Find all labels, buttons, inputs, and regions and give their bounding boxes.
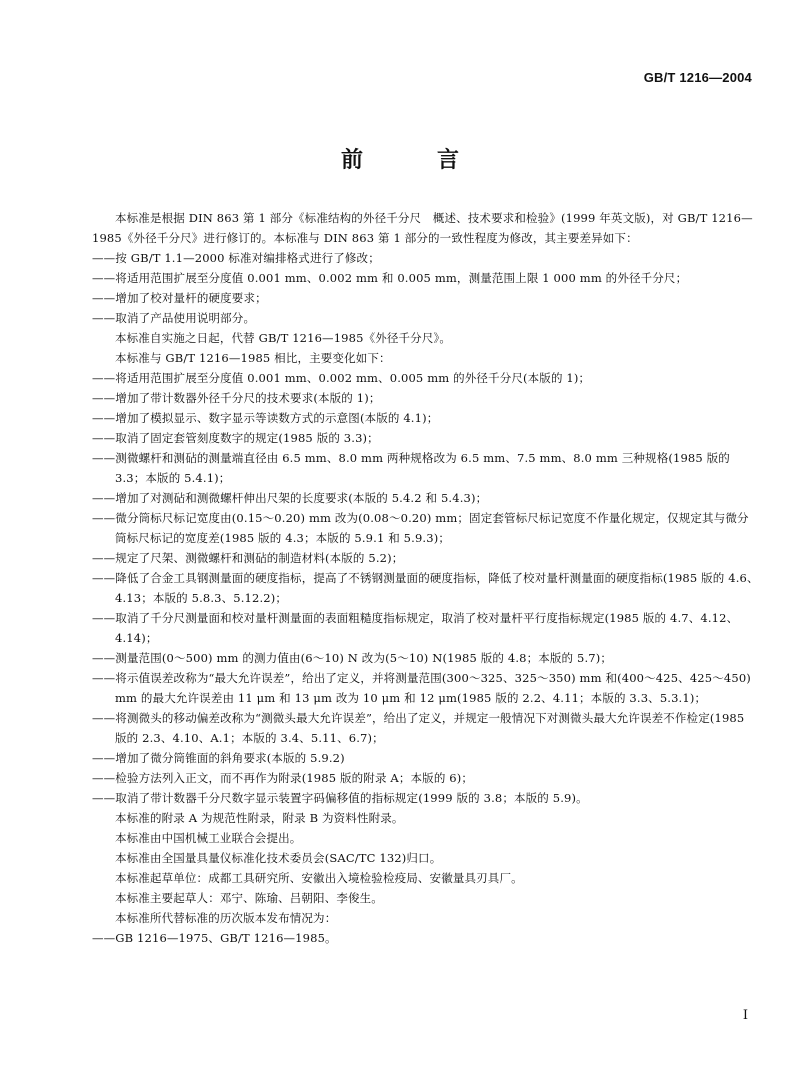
document-body [92, 208, 759, 948]
paragraph: 本标准自实施之日起，代替 GB/T 1216—1985《外径千分尺》。 [115, 331, 452, 345]
list-item: ——增加了校对量杆的硬度要求； [92, 291, 267, 305]
list-item: ——微分筒标尺标记宽度由(0.15～0.20) mm 改为(0.08～0.20) mm；固定套管标尺标记宽度不作量化规定，仅规定其与微分筒标尺标记的宽度差(1985 版的 4.3；本版的 5.9.1 和 5.9.3)； [92, 511, 749, 545]
list-item: ——增加了对测砧和测微螺杆伸出尺架的长度要求(本版的 5.4.2 和 5.4.3)； [92, 491, 488, 505]
list-item: ——按 GB/T 1.1—2000 标准对编排格式进行了修改； [92, 251, 380, 265]
paragraph: 本标准由全国量具量仪标准化技术委员会(SAC/TC 132)归口。 [115, 851, 442, 865]
list-item: ——取消了固定套管刻度数字的规定(1985 版的 3.3)； [92, 431, 379, 445]
list-item: ——规定了尺架、测微螺杆和测砧的制造材料(本版的 5.2)； [92, 551, 404, 565]
page-title: 前 言 [340, 148, 485, 173]
standard-code: GB/T 1216—2004 [643, 70, 752, 85]
paragraph: 本标准是根据 DIN 863 第 1 部分《标准结构的外径千分尺 概述、技术要求和检验》(1999 年英文版)，对 GB/T 1216—1985《外径千分尺》进行修订的。本标准与 DIN 863 第 1 部分的一致性程度为修改，其主要差异如下： [92, 211, 753, 245]
list-item: ——取消了产品使用说明部分。 [92, 311, 256, 325]
list-item: ——取消了带计数器千分尺数字显示装置字码偏移值的指标规定(1999 版的 3.8；本版的 5.9)。 [92, 791, 588, 805]
paragraph: 本标准由中国机械工业联合会提出。 [115, 831, 302, 845]
list-item: ——将适用范围扩展至分度值 0.001 mm、0.002 mm 和 0.005 mm，测量范围上限 1 000 mm 的外径千分尺； [92, 271, 688, 285]
paragraph: 本标准的附录 A 为规范性附录，附录 B 为资料性附录。 [115, 811, 404, 825]
list-item: ——降低了合金工具钢测量面的硬度指标，提高了不锈钢测量面的硬度指标，降低了校对量杆测量面的硬度指标(1985 版的 4.6、4.13；本版的 5.8.3、5.12.2)； [92, 571, 759, 605]
list-item: ——取消了千分尺测量面和校对量杆测量面的表面粗糙度指标规定，取消了校对量杆平行度指标规定(1985 版的 4.7、4.12、4.14)； [92, 611, 739, 645]
page-number: I [742, 1008, 748, 1023]
list-item: ——增加了模拟显示、数字显示等读数方式的示意图(本版的 4.1)； [92, 411, 439, 425]
list-item: ——检验方法列入正文，而不再作为附录(1985 版的附录 A；本版的 6)； [92, 771, 474, 785]
paragraph: 本标准所代替标准的历次版本发布情况为： [115, 911, 337, 925]
list-item: ——将示值误差改称为“最大允许误差”，给出了定义，并将测量范围(300～325、325～350) mm 和(400～425、425～450) mm 的最大允许误差由 11 μm 和 13 μm 改为 10 μm 和 12 μm(1985 版的 2.2、4.11；本版的 3.3、5.3.1)； [92, 671, 751, 705]
list-item: ——GB 1216—1975、GB/T 1216—1985。 [92, 931, 337, 945]
paragraph: 本标准主要起草人：邓宁、陈瑜、吕朝阳、李俊生。 [115, 891, 383, 905]
list-item: ——将适用范围扩展至分度值 0.001 mm、0.002 mm、0.005 mm 的外径千分尺(本版的 1)； [92, 371, 591, 385]
paragraph: 本标准起草单位：成都工具研究所、安徽出入境检验检疫局、安徽量具刃具厂。 [115, 871, 523, 885]
list-item: ——测量范围(0～500) mm 的测力值由(6～10) N 改为(5～10) N(1985 版的 4.8；本版的 5.7)； [92, 651, 613, 665]
list-item: ——测微螺杆和测砧的测量端直径由 6.5 mm、8.0 mm 两种规格改为 6.5 mm、7.5 mm、8.0 mm 三种规格(1985 版的 3.3；本版的 5.4.1)； [92, 451, 730, 485]
list-item: ——将测微头的移动偏差改称为“测微头最大允许误差”，给出了定义，并规定一般情况下对测微头最大允许误差不作检定(1985 版的 2.3、4.10、A.1；本版的 3.4、5.11、6.7)； [92, 711, 745, 745]
paragraph: 本标准与 GB/T 1216—1985 相比，主要变化如下： [115, 351, 391, 365]
list-item: ——增加了微分筒锥面的斜角要求(本版的 5.9.2) [92, 751, 345, 765]
list-item: ——增加了带计数器外径千分尺的技术要求(本版的 1)； [92, 391, 381, 405]
